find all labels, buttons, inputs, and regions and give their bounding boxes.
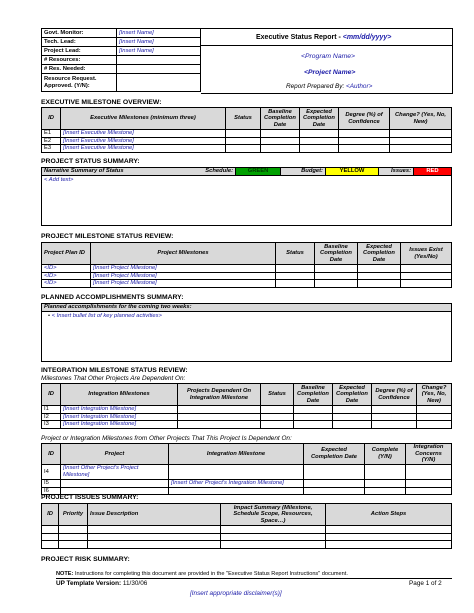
col-expected: Expected Completion Date [358,243,401,265]
note-label: NOTE: [56,571,74,577]
budget-label: Budget: [281,168,326,176]
col-expected: Expected Completion Date [300,108,339,130]
col-project: Project [61,444,169,465]
row-milestone[interactable] [169,464,304,479]
status-summary-title: PROJECT STATUS SUMMARY: [41,158,140,165]
issues-title: PROJECT ISSUES SUMMARY: [41,494,139,501]
table-row [42,541,452,549]
header-info-table [41,28,201,92]
table-row [42,280,452,288]
col-change: Change? (Yes, No, New) [417,384,452,406]
page-number: Page 1 of 2 [409,580,442,587]
report-title-text: Executive Status Report - [256,34,343,41]
project-name[interactable]: <Project Name> [304,69,356,76]
col-status: Status [276,243,315,265]
col-baseline: Baseline Completion Date [294,384,333,406]
col-impact-summary: Impact Summary (Milestone, Schedule Scope, Resources, Space…) [221,504,326,526]
report-date[interactable]: <mm/dd/yyyy> [342,34,392,41]
narrative-label: Narrative Summary of Status [42,168,192,176]
table-row [42,533,452,541]
row-project[interactable]: [Insert Other Project's Project Milestone] [61,464,169,479]
row-id: E2 [42,137,61,145]
col-plan-id: Project Plan ID [42,243,91,265]
col-baseline: Baseline Completion Date [261,108,300,130]
col-concerns: Integration Concerns (Y/N) [406,444,452,465]
col-id: ID [42,504,59,526]
row-id: E1 [42,130,61,138]
col-status: Status [226,108,261,130]
template-version-value: 11/30/06 [122,580,148,587]
row-id[interactable]: <ID> [42,265,91,273]
col-id: ID [42,444,61,465]
col-issue-description: Issue Description [88,504,221,526]
table-row [42,464,452,479]
narrative-add-text[interactable]: < Add text> [42,176,452,226]
accomplishments-body [42,312,452,362]
prepared-by-label: Report Prepared By: [286,83,345,90]
issues-table [41,503,452,549]
milestone-review-title: PROJECT MILESTONE STATUS REVIEW: [41,233,174,240]
row-id: I2 [42,413,61,421]
resource-approved-value[interactable] [117,74,201,92]
table-row [42,406,452,414]
footer-note [56,571,348,577]
row-text[interactable]: [Insert Integration Milestone] [61,421,178,429]
col-complete: Complete (Y/N) [365,444,406,465]
status-summary-table [41,167,452,226]
disclaimer[interactable]: [Insert appropriate disclaimer(s)] [190,590,282,597]
col-change: Change? (Yes, No, New) [390,108,452,130]
col-confidence: Degree (%) of Confidence [339,108,390,130]
resource-approved-label: Resource Request. Approved. (Y/N): [42,74,117,92]
row-text[interactable]: [Insert Project Milestone] [91,265,276,273]
row-id: I6 [42,487,61,495]
table-row [42,421,452,429]
resources-value[interactable] [117,56,201,65]
table-row [42,272,452,280]
project-lead-label: Project Lead: [42,47,117,56]
note-text: Instructions for completing this document are provided in the "Executive Status Report Instructions" document. [74,571,348,577]
integration-subtitle-2: Project or Integration Milestones from Other Projects That This Project Is Dependent On: [41,435,292,442]
govt-monitor-label: Govt. Monitor: [42,29,117,38]
table-row [42,130,452,138]
col-issues-exist: Issues Exist (Yes/No) [401,243,452,265]
accomplishments-table [41,303,452,362]
accomplishments-subheader: Planned accomplishments for the coming two weeks: [42,304,452,312]
row-milestone[interactable]: [Insert Other Project's Integration Milestone] [169,479,304,487]
milestone-review-table [41,242,452,288]
row-id: I4 [42,464,61,479]
bullet-icon: • [48,313,51,319]
col-priority: Priority [59,504,88,526]
row-text[interactable]: [Insert Integration Milestone] [61,413,178,421]
table-row [42,479,452,487]
row-text[interactable]: [Insert Project Milestone] [91,272,276,280]
row-milestone[interactable] [169,487,304,495]
report-title-box [201,28,453,94]
program-name[interactable]: <Program Name> [301,53,356,60]
prepared-by [286,83,372,90]
exec-milestone-table [41,107,452,153]
risk-title: PROJECT RISK SUMMARY: [41,556,130,563]
res-needed-value[interactable] [117,65,201,74]
budget-status-badge[interactable]: YELLOW [326,168,379,176]
exec-milestone-title: EXECUTIVE MILESTONE OVERVIEW: [41,99,162,106]
row-id: E3 [42,145,61,153]
col-expected: Expected Completion Date [304,444,365,465]
col-integration-milestone: Integration Milestone [169,444,304,465]
integration-subtitle: Milestones That Other Projects Are Dependent On: [41,375,186,382]
govt-monitor-value[interactable]: [Insert Name] [117,29,201,38]
template-version-label: UP Template Version: [56,580,122,587]
tech-lead-label: Tech. Lead: [42,38,117,47]
col-integration-milestones: Integration Milestones [61,384,178,406]
schedule-label: Schedule: [191,168,236,176]
row-id[interactable]: <ID> [42,280,91,288]
col-id: ID [42,384,61,406]
template-version [56,580,147,587]
integration-title: INTEGRATION MILESTONE STATUS REVIEW: [41,367,188,374]
issues-status-badge[interactable]: RED [414,168,452,176]
resources-label: # Resources: [42,56,117,65]
row-id: I3 [42,421,61,429]
integration-table [41,383,452,429]
col-baseline: Baseline Completion Date [315,243,358,265]
col-id: ID [42,108,61,130]
dependency-table [41,443,452,495]
table-row [42,137,452,145]
row-text[interactable]: [Insert Executive Milestone] [61,137,226,145]
row-id: I5 [42,479,61,487]
table-row [42,413,452,421]
col-status: Status [261,384,294,406]
table-row [42,145,452,153]
col-project-milestones: Project Milestones [91,243,276,265]
row-text[interactable]: [Insert Project Milestone] [91,280,276,288]
row-project[interactable] [61,479,169,487]
col-confidence: Degree (%) of Confidence [372,384,417,406]
issues-label: Issues: [379,168,414,176]
footer-divider [56,578,452,579]
row-text[interactable]: [Insert Integration Milestone] [61,406,178,414]
report-title [256,34,391,42]
tech-lead-value[interactable]: [Insert Name] [117,38,201,47]
res-needed-label: # Res. Needed: [42,65,117,74]
prepared-by-value[interactable]: <Author> [346,83,373,90]
col-exec-milestones: Executive Milestones (minimum three) [61,108,226,130]
table-row [42,526,452,534]
row-id: I1 [42,406,61,414]
accomplishments-bullet[interactable]: < Insert bullet list of key planned activities> [51,313,162,319]
row-id[interactable]: <ID> [42,272,91,280]
project-lead-value[interactable]: [Insert Name] [117,47,201,56]
col-action-steps: Action Steps [326,504,452,526]
row-text[interactable]: [Insert Executive Milestone] [61,130,226,138]
col-dependent-projects: Projects Dependent On Integration Milestone [178,384,261,406]
col-expected: Expected Completion Date [333,384,372,406]
schedule-status-badge[interactable]: GREEN [236,168,281,176]
accomplishments-title: PLANNED ACCOMPLISHMENTS SUMMARY: [41,294,184,301]
row-text[interactable]: [Insert Executive Milestone] [61,145,226,153]
table-row [42,265,452,273]
